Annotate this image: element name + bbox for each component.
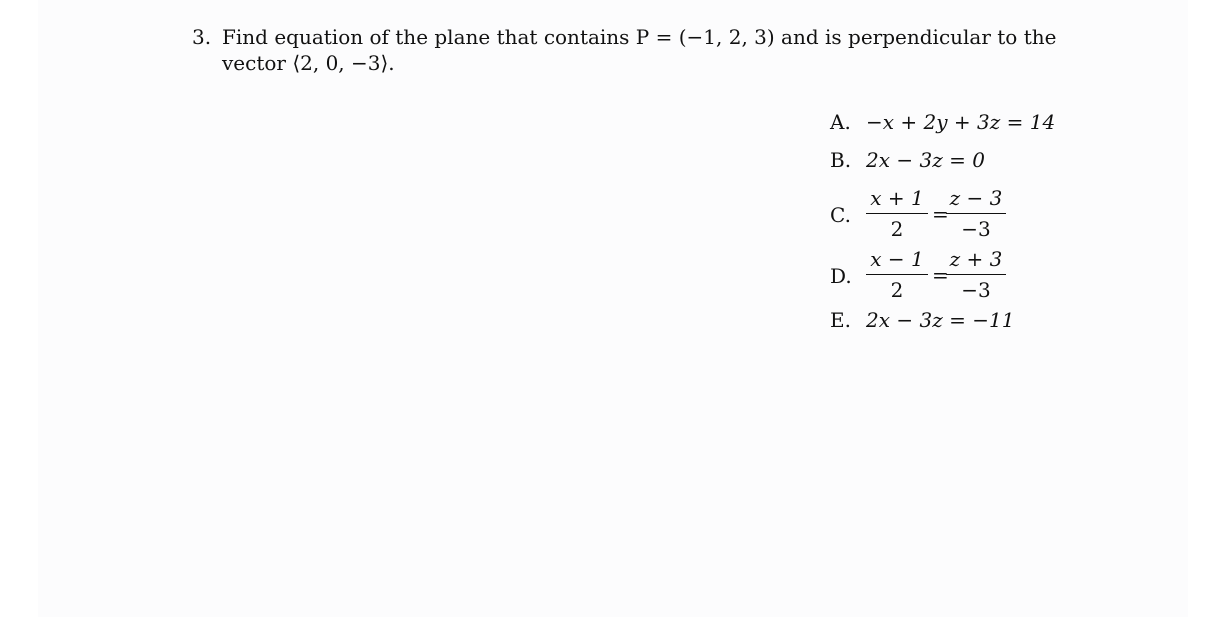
choice-d-left-denominator: 2 — [890, 278, 904, 302]
choice-d-right-numerator: z + 3 — [949, 247, 1003, 271]
choice-e-letter: E. — [830, 308, 851, 332]
choice-c-equals: = — [932, 202, 949, 226]
page-sheet — [38, 0, 1188, 617]
choice-c-right-fraction-bar — [946, 213, 1006, 214]
choice-d-letter: D. — [830, 264, 852, 288]
choice-a — [830, 110, 1055, 134]
choice-b-expression: 2x − 3z = 0 — [866, 148, 985, 172]
choice-d-right-denominator: −3 — [961, 278, 991, 302]
choice-d — [830, 247, 1030, 307]
question-text-line-2: vector ⟨2, 0, −3⟩. — [222, 51, 395, 75]
choice-b — [830, 148, 985, 172]
choice-a-expression: −x + 2y + 3z = 14 — [866, 110, 1056, 134]
choice-c-left-denominator: 2 — [890, 217, 904, 241]
choice-d-left-fraction-bar — [866, 274, 928, 275]
question-block — [192, 24, 1072, 76]
choice-d-right-fraction-bar — [946, 274, 1006, 275]
choice-c-right-numerator: z − 3 — [949, 186, 1003, 210]
choice-b-letter: B. — [830, 148, 852, 172]
choice-c-right-denominator: −3 — [961, 217, 991, 241]
choice-e — [830, 308, 1014, 332]
choice-e-expression: 2x − 3z = −11 — [866, 308, 1015, 332]
choice-c-letter: C. — [830, 203, 851, 227]
choice-a-letter: A. — [830, 110, 851, 134]
question-line-1 — [192, 24, 1072, 50]
choice-d-equals: = — [932, 263, 949, 287]
choice-c-left-fraction-bar — [866, 213, 928, 214]
question-text-line-1: Find equation of the plane that contains P = (−1, 2, 3) and is perpendicular to the — [222, 25, 1057, 49]
choice-c-left-numerator: x + 1 — [870, 186, 924, 210]
choice-d-left-numerator: x − 1 — [870, 247, 924, 271]
choice-c — [830, 186, 1030, 246]
question-number: 3. — [192, 25, 212, 49]
